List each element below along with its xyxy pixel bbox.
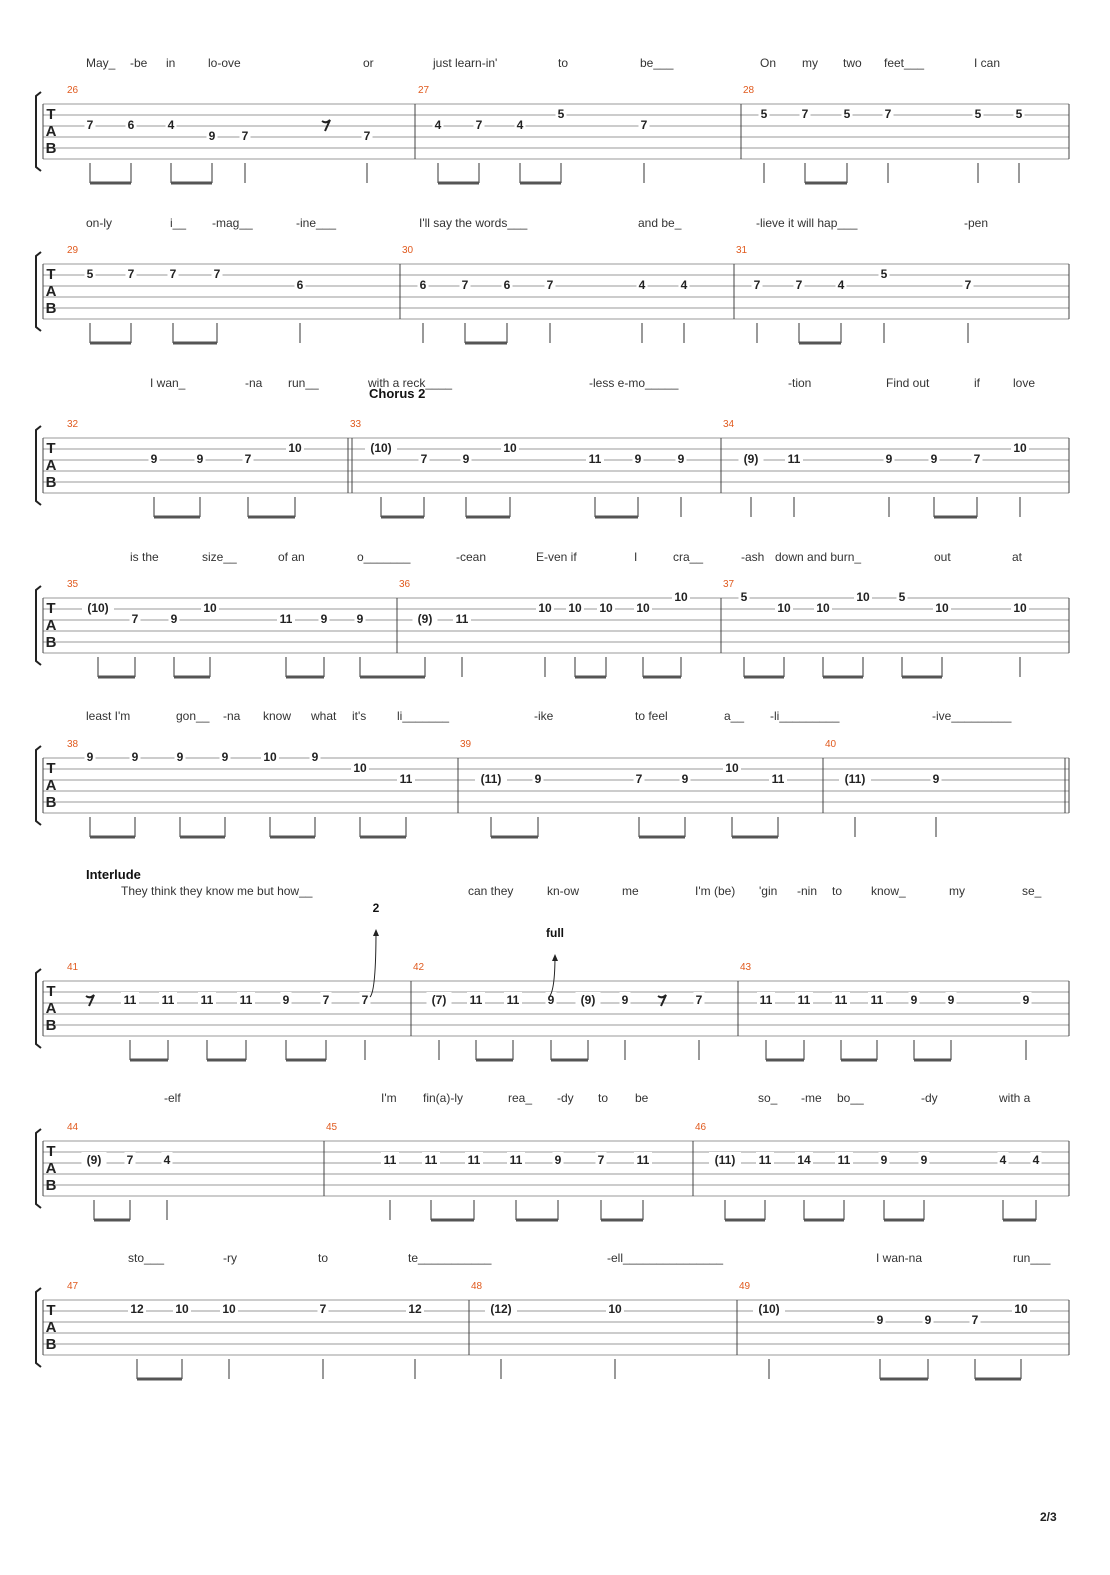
fret-number: 7 [695,993,703,1007]
fret-number: 10 [1013,601,1027,615]
lyric-syllable: know_ [871,884,906,898]
fret-number: 9 [932,772,940,786]
fret-number: 10 [777,601,791,615]
fret-number: 9 [356,612,364,626]
fret-number: 11 [787,452,801,466]
measure-number: 35 [67,579,79,590]
fret-number: 7 [461,278,469,292]
fret-number: 6 [296,278,304,292]
fret-number: 11 [588,452,602,466]
system-bracket [36,746,41,825]
lyric-syllable: -me [801,1091,822,1105]
measure-number: 40 [825,739,837,750]
fret-number: 10 [636,601,650,615]
fret-number: 4 [434,118,442,132]
lyric-syllable: -li_________ [770,709,840,723]
lyric-syllable: -cean [456,550,487,564]
tab-clef-letter: T [46,106,56,123]
fret-number: 10 [816,601,830,615]
fret-number: 10 [175,1302,189,1316]
lyric-syllable: if [974,376,980,390]
fret-number: 4 [638,278,646,292]
fret-number: 12 [408,1302,422,1316]
fret-number: 5 [898,590,906,604]
fret-number: 4 [680,278,688,292]
fret-number: 11 [758,1153,772,1167]
fret-number: 9 [170,612,178,626]
tab-system [36,550,1069,677]
fret-number: (11) [844,772,866,786]
system-bracket [36,1129,41,1208]
fret-number: 7 [361,993,369,1007]
fret-number: 10 [538,601,552,615]
fret-number: (10) [87,601,109,615]
tab-clef-letter: B [45,634,57,651]
fret-number: 9 [924,1313,932,1327]
lyric-syllable: or [363,56,374,70]
fret-number: 5 [1015,107,1023,121]
fret-number: 5 [557,107,565,121]
fret-number: 11 [759,993,773,1007]
eighth-rest [658,995,666,1006]
fret-number: 11 [870,993,884,1007]
fret-number: 9 [880,1153,888,1167]
fret-number: 10 [203,601,217,615]
lyric-syllable: I'll say the words___ [419,216,528,230]
lyric-syllable: i__ [170,216,187,230]
lyric-syllable: to [318,1251,329,1265]
fret-number: (11) [480,772,502,786]
lyric-syllable: in [166,56,176,70]
lyric-syllable: On [760,56,777,70]
fret-number: 7 [964,278,972,292]
fret-number: 9 [876,1313,884,1327]
fret-number: 7 [635,772,643,786]
fret-number: 7 [319,1302,327,1316]
tab-system [36,709,1069,837]
fret-number: 11 [469,993,483,1007]
lyric-syllable: just learn-in' [433,56,498,70]
section-label: Chorus 2 [369,386,426,401]
bend-arrowhead [373,929,379,936]
lyric-syllable: on-ly [86,216,113,230]
bend-label: full [546,926,564,940]
lyric-syllable: -ry [223,1251,237,1265]
tab-clef-letter: T [46,1143,56,1160]
lyric-syllable: fin(a)-ly [423,1091,464,1105]
fret-number: 10 [263,750,277,764]
fret-number: 10 [503,441,517,455]
tab-system [36,1091,1069,1220]
measure-number: 28 [743,85,755,96]
fret-number: 11 [161,993,175,1007]
tab-clef-letter: T [46,266,56,283]
fret-number: (9) [417,612,433,626]
fret-number: 11 [455,612,469,626]
measure-number: 46 [695,1122,707,1133]
bend-arrowhead [552,954,558,961]
fret-number: 9 [86,750,94,764]
bend-arrow [549,955,555,997]
lyric-syllable: o_______ [357,550,411,564]
lyric-syllable: I wan_ [150,376,186,390]
lyric-syllable: with a [999,1091,1031,1105]
lyric-syllable: -ine___ [296,216,337,230]
system-bracket [36,969,41,1048]
lyric-syllable: -nin [797,884,818,898]
fret-number: 10 [222,1302,236,1316]
measure-number: 30 [402,245,414,256]
fret-number: 7 [322,993,330,1007]
fret-number: 4 [163,1153,171,1167]
fret-number: 9 [311,750,319,764]
lyric-syllable: feet___ [884,56,925,70]
fret-number: (10) [758,1302,780,1316]
lyric-syllable: se_ [1022,884,1042,898]
lyric-syllable: lo-ove [208,56,241,70]
measure-number: 37 [723,579,735,590]
lyric-syllable: -dy [557,1091,574,1105]
fret-number: 7 [241,129,249,143]
system-bracket [36,586,41,665]
fret-number: (9) [580,993,596,1007]
fret-number: 10 [856,590,870,604]
tab-system [36,376,1069,517]
fret-number: 11 [506,993,520,1007]
fret-number: 9 [131,750,139,764]
fret-number: 9 [221,750,229,764]
fret-number: (7) [431,993,447,1007]
fret-number: 9 [208,129,216,143]
fret-number: 11 [123,993,137,1007]
lyric-syllable: out [934,550,951,564]
lyric-syllable: bo__ [837,1091,864,1105]
tab-system [36,1251,1069,1379]
fret-number: 11 [383,1153,397,1167]
fret-number: 9 [554,1153,562,1167]
fret-number: (12) [490,1302,512,1316]
measure-number: 39 [460,739,472,750]
tab-clef-letter: T [46,600,56,617]
fret-number: 5 [740,590,748,604]
fret-number: 4 [516,118,524,132]
measure-number: 29 [67,245,79,256]
fret-number: 7 [640,118,648,132]
tab-clef-letter: T [46,983,56,1000]
tab-clef-letter: A [45,1160,57,1177]
fret-number: 12 [130,1302,144,1316]
lyric-syllable: to [598,1091,609,1105]
lyric-syllable: May_ [86,56,116,70]
lyric-syllable: Find out [886,376,930,390]
lyric-syllable: to feel [635,709,668,723]
lyric-syllable: -elf [164,1091,181,1105]
lyric-syllable: rea_ [508,1091,533,1105]
tab-clef-letter: B [45,300,57,317]
tab-clef-letter: A [45,457,57,474]
lyric-syllable: can they [468,884,514,898]
fret-number: 10 [935,601,949,615]
fret-number: 9 [634,452,642,466]
fret-number: 7 [169,267,177,281]
fret-number: 9 [1022,993,1030,1007]
tab-clef-letter: A [45,777,57,794]
lyric-syllable: -tion [788,376,812,390]
lyric-syllable: to [832,884,843,898]
fret-number: 7 [131,612,139,626]
lyric-syllable: kn-ow [547,884,580,898]
fret-number: 10 [1014,1302,1028,1316]
lyric-syllable: be___ [640,56,674,70]
fret-number: 9 [176,750,184,764]
tab-clef-letter: B [45,474,57,491]
lyric-syllable: be [635,1091,649,1105]
lyric-syllable: -lieve it will hap___ [756,216,858,230]
fret-number: 5 [974,107,982,121]
tab-clef-letter: B [45,140,57,157]
bend-arrow [370,930,376,997]
lyric-syllable: run__ [288,376,319,390]
measure-number: 34 [723,419,735,430]
lyric-syllable: -ive_________ [932,709,1012,723]
fret-number: 6 [503,278,511,292]
fret-number: 9 [196,452,204,466]
lyric-syllable: down and burn_ [775,550,862,564]
fret-number: 9 [462,452,470,466]
lyric-syllable: and be_ [638,216,682,230]
fret-number: 7 [420,452,428,466]
tab-system [36,216,1069,343]
lyric-syllable: -pen [964,216,989,230]
lyric-syllable: 'gin [759,884,778,898]
fret-number: 14 [797,1153,811,1167]
section-label: Interlude [86,867,141,882]
fret-number: 9 [681,772,689,786]
fret-number: 7 [363,129,371,143]
fret-number: 9 [150,452,158,466]
lyric-syllable: -less e-mo_____ [589,376,679,390]
tab-clef-letter: T [46,1302,56,1319]
fret-number: (11) [714,1153,736,1167]
fret-number: 10 [725,761,739,775]
fret-number: 6 [127,118,135,132]
measure-number: 32 [67,419,79,430]
lyric-syllable: I [634,550,638,564]
fret-number: 11 [837,1153,851,1167]
system-bracket [36,1288,41,1367]
measure-number: 43 [740,962,752,973]
fret-number: 9 [282,993,290,1007]
fret-number: 7 [127,267,135,281]
fret-number: 10 [1013,441,1027,455]
tab-clef-letter: T [46,760,56,777]
fret-number: 11 [399,772,413,786]
lyric-syllable: what [311,709,337,723]
lyric-syllable: -ike [534,709,554,723]
lyric-syllable: love [1013,376,1036,390]
fret-number: 11 [424,1153,438,1167]
lyric-syllable: I wan-na [876,1251,923,1265]
fret-number: 10 [608,1302,622,1316]
fret-number: 7 [971,1313,979,1327]
fret-number: 7 [86,118,94,132]
tab-clef-letter: B [45,1177,57,1194]
lyric-syllable: te___________ [408,1251,492,1265]
tab-clef-letter: B [45,794,57,811]
fret-number: 10 [288,441,302,455]
lyric-syllable: at [1012,550,1023,564]
fret-number: 11 [279,612,293,626]
fret-number: 9 [920,1153,928,1167]
lyric-syllable: so_ [758,1091,778,1105]
fret-number: 10 [674,590,688,604]
fret-number: 11 [771,772,785,786]
tab-clef-letter: A [45,1000,57,1017]
fret-number: 7 [801,107,809,121]
fret-number: 5 [86,267,94,281]
fret-number: 7 [795,278,803,292]
fret-number: 11 [467,1153,481,1167]
bend-label: 2 [372,901,380,915]
fret-number: 7 [753,278,761,292]
measure-number: 33 [350,419,362,430]
lyric-syllable: run___ [1013,1251,1051,1265]
tab-clef-letter: A [45,617,57,634]
fret-number: 7 [884,107,892,121]
lyric-syllable: cra__ [673,550,704,564]
lyric-syllable: E-ven if [536,550,577,564]
measure-number: 45 [326,1122,338,1133]
lyric-syllable: -ash [741,550,765,564]
fret-number: 11 [200,993,214,1007]
fret-number: 4 [1032,1153,1040,1167]
lyric-syllable: -mag__ [212,216,253,230]
tab-clef-letter: A [45,123,57,140]
tab-system [36,56,1069,183]
measure-number: 38 [67,739,79,750]
fret-number: (10) [370,441,392,455]
fret-number: 11 [509,1153,523,1167]
page-number: 2/3 [1040,1510,1057,1524]
fret-number: 9 [930,452,938,466]
lyric-syllable: is the [130,550,159,564]
fret-number: 7 [973,452,981,466]
fret-number: 7 [126,1153,134,1167]
lyric-syllable: I can [974,56,1001,70]
measure-number: 31 [736,245,748,256]
fret-number: 9 [547,993,555,1007]
fret-number: 10 [353,761,367,775]
tab-clef-letter: T [46,440,56,457]
lyric-syllable: -dy [921,1091,938,1105]
fret-number: 10 [599,601,613,615]
measure-number: 27 [418,85,430,96]
lyric-syllable: I'm (be) [695,884,736,898]
lyric-syllable: with a reck____ [368,376,453,390]
lyric-syllable: li_______ [397,709,450,723]
fret-number: (9) [86,1153,102,1167]
fret-number: 9 [677,452,685,466]
fret-number: 11 [636,1153,650,1167]
fret-number: (9) [743,452,759,466]
measure-number: 44 [67,1122,79,1133]
fret-number: 5 [760,107,768,121]
fret-number: 4 [999,1153,1007,1167]
lyric-syllable: to [558,56,569,70]
fret-number: 7 [546,278,554,292]
system-bracket [36,252,41,331]
fret-number: 9 [910,993,918,1007]
fret-number: 9 [320,612,328,626]
fret-number: 4 [167,118,175,132]
fret-number: 11 [797,993,811,1007]
lyric-syllable: -be [130,56,148,70]
measure-number: 26 [67,85,79,96]
lyric-syllable: it's [352,709,367,723]
lyric-syllable: me [622,884,639,898]
fret-number: 7 [597,1153,605,1167]
lyric-syllable: -na [245,376,263,390]
tab-clef-letter: B [45,1017,57,1034]
lyric-syllable: size__ [202,550,237,564]
tab-clef-letter: A [45,283,57,300]
fret-number: 9 [621,993,629,1007]
fret-number: 9 [947,993,955,1007]
measure-number: 41 [67,962,79,973]
lyric-syllable: know [263,709,292,723]
fret-number: 5 [880,267,888,281]
lyric-syllable: They think they know me but how__ [121,884,313,898]
fret-number: 10 [568,601,582,615]
lyric-syllable: -na [223,709,241,723]
lyric-syllable: gon__ [176,709,210,723]
lyric-syllable: my [802,56,818,70]
fret-number: 7 [475,118,483,132]
tab-clef-letter: B [45,1336,57,1353]
measure-number: 48 [471,1281,483,1292]
eighth-rest [86,995,94,1006]
lyric-syllable: -ell_______________ [607,1251,724,1265]
fret-number: 4 [837,278,845,292]
measure-number: 36 [399,579,411,590]
system-bracket [36,426,41,505]
fret-number: 9 [534,772,542,786]
tab-system [36,867,1069,1060]
lyric-syllable: of an [278,550,305,564]
lyric-syllable: two [843,56,862,70]
tab-clef-letter: A [45,1319,57,1336]
measure-number: 42 [413,962,425,973]
lyric-syllable: I'm [381,1091,397,1105]
fret-number: 11 [834,993,848,1007]
system-bracket [36,92,41,171]
fret-number: 9 [885,452,893,466]
fret-number: 7 [213,267,221,281]
measure-number: 49 [739,1281,751,1292]
lyric-syllable: least I'm [86,709,131,723]
fret-number: 6 [419,278,427,292]
fret-number: 5 [843,107,851,121]
fret-number: 11 [239,993,253,1007]
lyric-syllable: sto___ [128,1251,165,1265]
lyric-syllable: my [949,884,965,898]
fret-number: 7 [244,452,252,466]
lyric-syllable: a__ [724,709,745,723]
measure-number: 47 [67,1281,79,1292]
